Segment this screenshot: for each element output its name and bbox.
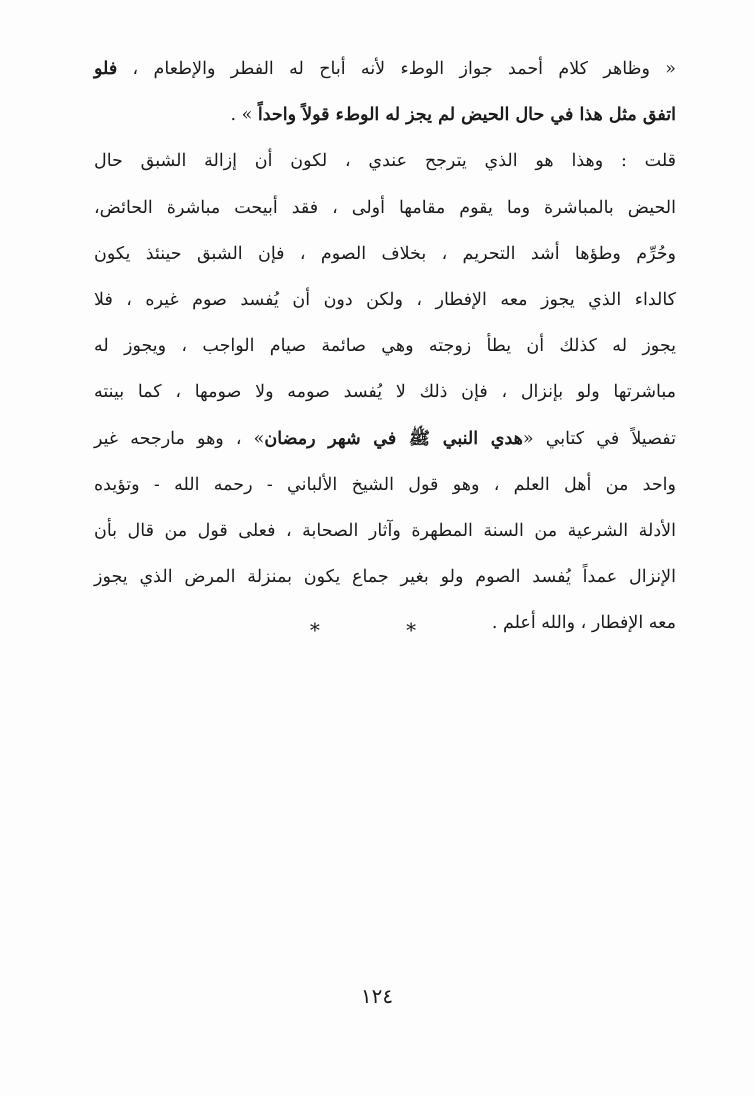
text-run: واحد من أهل العلم ، وهو قول الشيخ الألباني - رحمه الله - وتؤيده	[94, 474, 676, 495]
text-run: تفصيلاً في كتابي «	[522, 428, 676, 449]
text-run: » .	[230, 105, 258, 126]
text-line	[94, 92, 676, 138]
text-run: » ، وهو مارجحه غير	[94, 428, 265, 449]
text-run: معه الإفطار ، والله أعلم .	[491, 613, 676, 634]
text-line	[94, 554, 676, 600]
text-line	[94, 323, 676, 369]
text-line	[94, 369, 676, 415]
text-line	[94, 46, 676, 92]
text-run: يجوز له كذلك أن يطأ زوجته وهي صائمة صيام الواجب ، ويجوز له	[94, 336, 676, 357]
text-line	[94, 416, 676, 462]
asterisk-ornament: *	[309, 618, 348, 642]
text-line	[94, 138, 676, 184]
text-run: الحيض بالمباشرة وما يقوم مقامها أولى ، فقد أبيحت مباشرة الحائض،	[94, 197, 676, 218]
text-run: مباشرتها ولو بإنزال ، فإن ذلك لا يُفسد صومه ولا صومها ، كما بينته	[94, 382, 676, 403]
bold-text-run: فلو	[94, 59, 118, 79]
section-separator	[0, 618, 754, 642]
text-line	[94, 277, 676, 323]
bold-text-run: هدي النبي ﷺ في شهر رمضان	[264, 428, 523, 449]
text-run: قلت : وهذا هو الذي يترجح عندي ، لكون أن إزالة الشبق حال	[94, 151, 676, 172]
text-run: كالداء الذي يجوز معه الإفطار ، ولكن دون أن يُفسد صوم غيره ، فلا	[94, 289, 677, 310]
text-run: « وظاهر كلام أحمد جواز الوطء لأنه أباح له الفطر والإطعام ،	[117, 59, 676, 79]
page-number: ١٢٤	[360, 984, 394, 1008]
text-run: الإنزال عمداً يُفسد الصوم ولو بغير جماع يكون بمنزلة المرض الذي يجوز	[94, 567, 676, 588]
text-line	[94, 508, 676, 554]
asterisk-ornament: *	[406, 618, 445, 642]
text-run: الأدلة الشرعية من السنة المطهرة وآثار الصحابة ، فعلى قول من قال بأن	[94, 520, 676, 541]
text-run: وحُرِّم وطؤها أشد التحريم ، بخلاف الصوم ، فإن الشبق حينئذ يكون	[94, 243, 676, 264]
body-text	[94, 46, 676, 646]
text-line	[94, 462, 676, 508]
text-line	[94, 185, 676, 231]
text-line	[94, 231, 676, 277]
bold-text-run: اتفق مثل هذا في حال الحيض لم يجز له الوطء قولاً واحداً	[257, 105, 676, 126]
